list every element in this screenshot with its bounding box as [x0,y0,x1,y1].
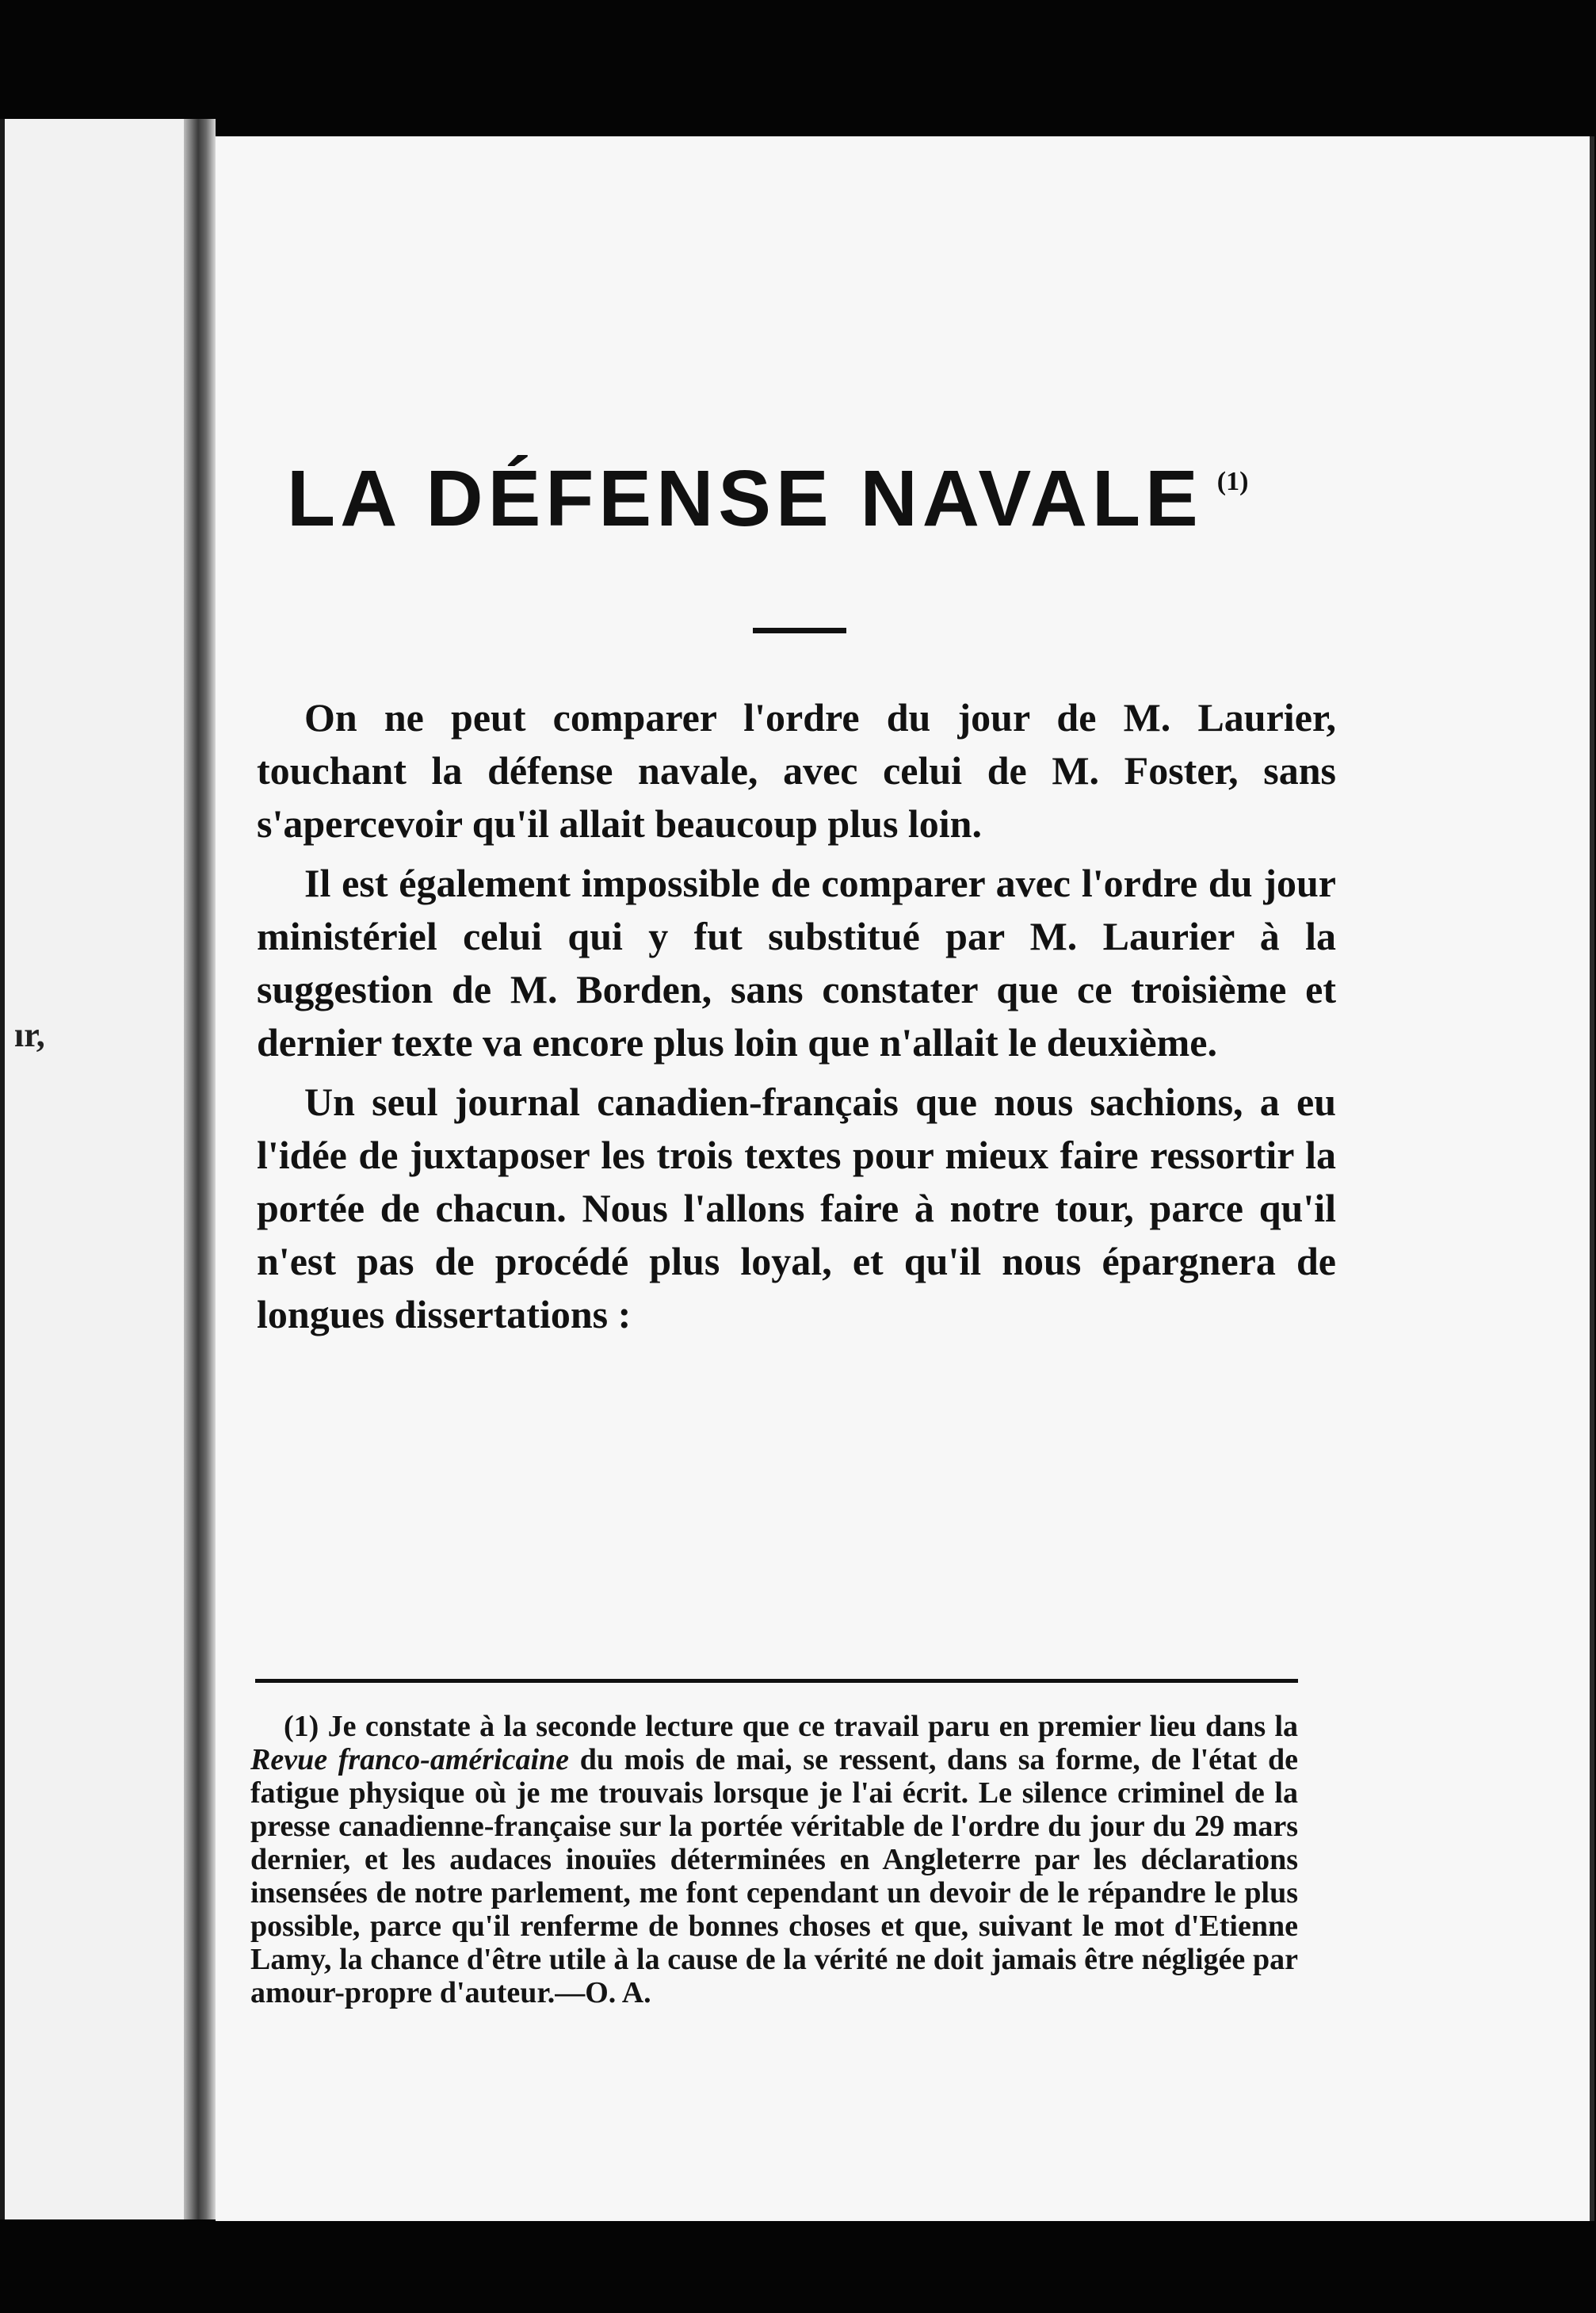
title-separator-dash [753,628,846,633]
page-title [287,453,1555,545]
left-page-text-fragment: ır, [14,1015,45,1054]
footnote-divider [255,1679,1298,1683]
book-gutter [184,119,216,2219]
left-page [0,119,208,2219]
paragraph: Un seul journal canadien-français que nous sachions, a eu l'idée de juxtaposer les trois textes pour mieux faire ressortir la portée de chacun. Nous l'allons faire à notre tour, parce qu'il n'est pas de procédé plus loyal, et qu'il nous épargnera de longues dissertations : [257,1080,1336,1336]
body-text [257,691,1336,1348]
paragraph: On ne peut comparer l'ordre du jour de M. Laurier, touchant la défense navale, avec celui de M. Foster, sans s'apercevoir qu'il allait beaucoup plus loin. [257,695,1336,846]
paragraph: Il est également impossible de comparer avec l'ordre du jour ministériel celui qui y fut substitué par M. Laurier à la suggestion de M. Borden, sans constater que ce troisième et dernier texte va encore plus loin que n'allait le deuxième. [257,861,1336,1065]
footnote-journal-title: Revue franco-américaine [250,1743,570,1776]
footnote-text-after: du mois de mai, se ressent, dans sa forme, de l'état de fatigue physique où je me trouvais lorsque je l'ai écrit. Le silence criminel de la presse canadienne-française sur la portée véritable de l'ordre du jour du 29 mars dernier, et les audaces inouïes déterminées en Angleterre par les déclarations insensées de notre parlement, me font cependant un devoir de le répandre le plus possible, parce qu'il renferme de bonnes choses et que, suivant le mot d'Etienne Lamy, la chance d'être utile à la cause de la vérité ne doit jamais être négligée par amour-propre d'auteur.—O. A. [250,1743,1298,2009]
footnote [250,1710,1298,2009]
footnote-marker: (1) [284,1710,319,1743]
footnote-text-before: Je constate à la seconde lecture que ce travail paru en premier lieu dans la [327,1710,1299,1743]
right-page-edge [1590,136,1594,2221]
right-page [216,136,1594,2221]
left-page-edge [0,119,5,2219]
footnote-paragraph [250,1710,1298,2009]
title-footnote-marker: (1) [1216,467,1249,496]
page-title-text: LA DÉFENSE NAVALE [287,454,1203,543]
